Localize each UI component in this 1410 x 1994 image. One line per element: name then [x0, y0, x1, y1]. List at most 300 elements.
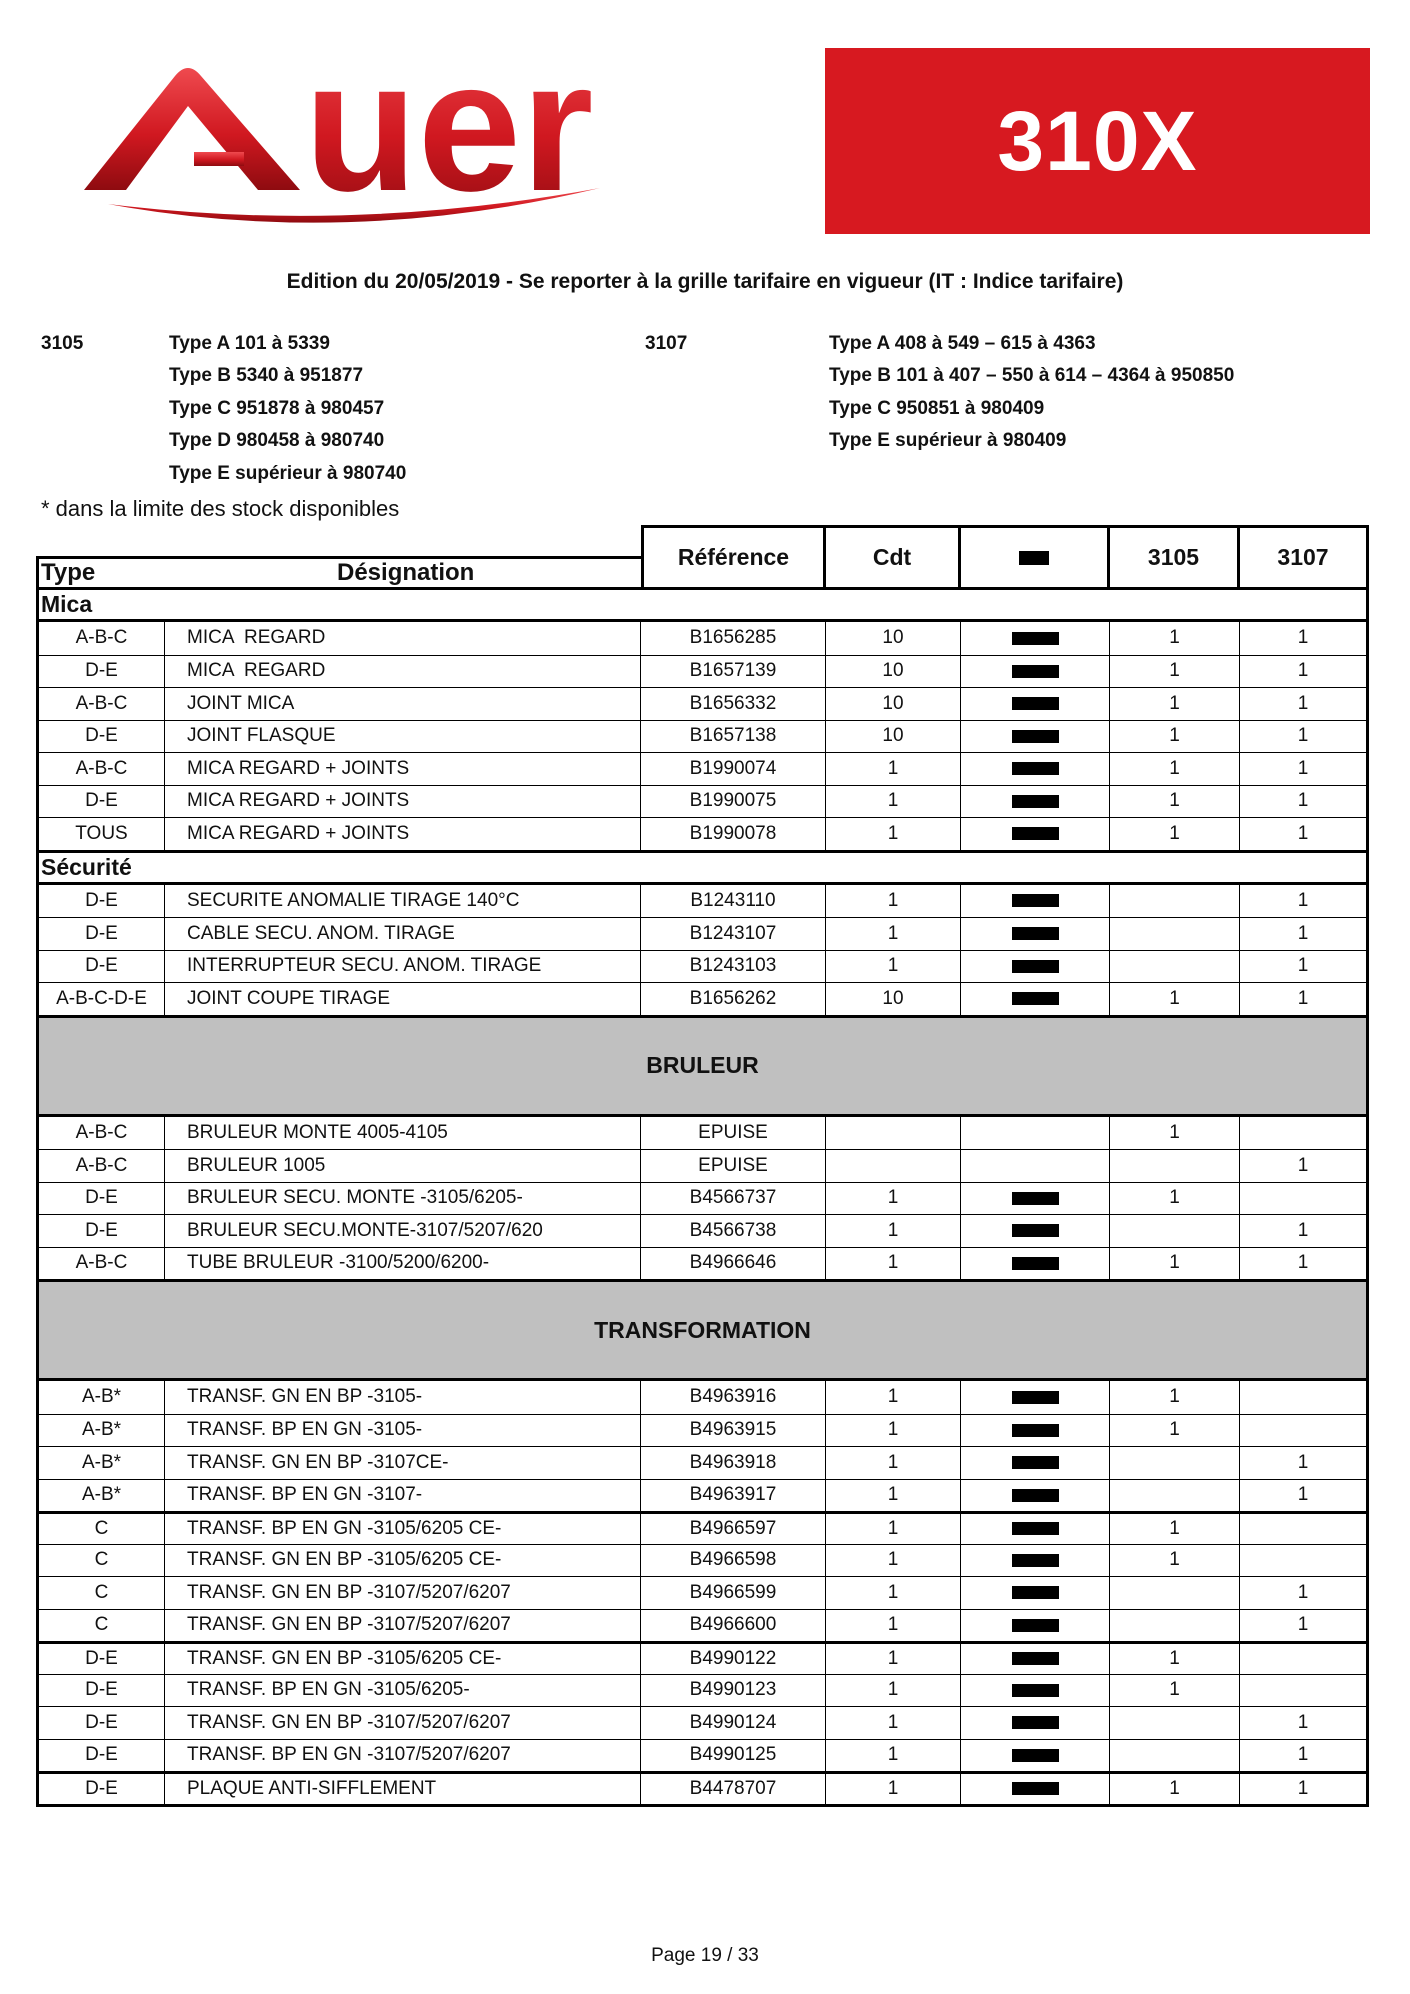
cell-qty-3107 [1240, 1514, 1366, 1544]
model-badge [825, 48, 1370, 234]
cell-cdt-text: 1 [887, 1451, 899, 1473]
type-range-line: Type E supérieur à 980409 [829, 430, 1067, 452]
cell-qty-3105 [1110, 1447, 1240, 1479]
cell-type [39, 1610, 165, 1642]
cell-qty-3105 [1110, 1117, 1240, 1150]
cell-price-mask [961, 1675, 1110, 1707]
cell-designation-text: JOINT MICA [187, 692, 295, 714]
cell-qty-3105 [1110, 818, 1240, 850]
cell-type-text: A-B* [81, 1419, 122, 1441]
cell-qty-3107-text: 1 [1297, 822, 1309, 844]
cell-type-text: A-B-C [75, 757, 128, 779]
cell-designation [165, 1248, 641, 1280]
cell-qty-3107-text: 1 [1297, 1711, 1309, 1733]
cell-reference-text: B1990074 [689, 757, 777, 779]
cell-reference-text: B4963918 [689, 1451, 777, 1473]
cell-qty-3107 [1240, 918, 1366, 950]
cell-designation-text: TRANSF. BP EN GN -3105/6205 CE- [187, 1517, 502, 1539]
cell-reference-text: B4478707 [689, 1777, 777, 1799]
cell-price-mask [961, 1740, 1110, 1772]
cell-type-text: D-E [85, 889, 118, 911]
price-mask-bar [1012, 927, 1059, 940]
cell-cdt-text: 1 [887, 1581, 899, 1603]
cell-qty-3105-text: 1 [1169, 1679, 1180, 1701]
cell-type-text: D-E [85, 725, 118, 747]
cell-designation [165, 1740, 641, 1772]
table-row [39, 917, 1366, 950]
cell-reference-text: B4963916 [689, 1386, 777, 1408]
cell-qty-3107 [1240, 688, 1366, 720]
cell-type-text: C [94, 1614, 109, 1636]
table-body [36, 590, 1369, 1807]
cell-qty-3105 [1110, 786, 1240, 818]
cell-designation [165, 983, 641, 1015]
table-header-left [36, 556, 641, 590]
cell-designation-text: TRANSF. GN EN BP -3107/5207/6207 [187, 1581, 511, 1603]
cell-reference [641, 918, 826, 950]
cell-qty-3105 [1110, 1480, 1240, 1512]
cell-price-mask [961, 1150, 1110, 1182]
cell-qty-3105-text: 1 [1169, 660, 1180, 682]
cell-designation-text: CABLE SECU. ANOM. TIRAGE [187, 922, 455, 944]
table-row [39, 1479, 1366, 1512]
cell-reference-text: B1656262 [689, 987, 777, 1009]
header-3107-label: 3107 [1277, 544, 1329, 570]
cell-qty-3107 [1240, 1183, 1366, 1215]
edition-line: Edition du 20/05/2019 - Se reporter à la grille tarifaire en vigueur (IT : Indice tarifaire) [286, 270, 1124, 293]
cell-reference [641, 1447, 826, 1479]
cell-designation [165, 1117, 641, 1150]
table-row [39, 1414, 1366, 1447]
cell-reference-text: B4963915 [689, 1419, 777, 1441]
cell-reference-text: B4966600 [689, 1614, 777, 1636]
cell-type-text: A-B* [81, 1386, 122, 1408]
cell-reference-text: B1990075 [689, 790, 777, 812]
model-3107-label: 3107 [645, 333, 688, 354]
cell-reference-text: B4966646 [689, 1252, 777, 1274]
logo-letters: uer [304, 56, 594, 230]
type-range-line: Type B 101 à 407 – 550 à 614 – 4364 à 950850 [829, 365, 1235, 387]
cell-qty-3107 [1240, 1480, 1366, 1512]
header-3107 [1240, 528, 1366, 587]
cell-qty-3105 [1110, 983, 1240, 1015]
cell-cdt [826, 818, 961, 850]
cell-cdt [826, 1183, 961, 1215]
cell-qty-3107 [1240, 721, 1366, 753]
header-type: Type [41, 559, 96, 586]
cell-designation-text: MICA REGARD + JOINTS [187, 822, 410, 844]
cell-reference [641, 656, 826, 688]
cell-type-text: A-B-C [75, 692, 128, 714]
price-mask-bar [1012, 1749, 1059, 1762]
cell-cdt-text: 1 [887, 1219, 899, 1241]
cell-qty-3107-text: 1 [1297, 692, 1309, 714]
table-row [39, 982, 1366, 1015]
cell-cdt [826, 1675, 961, 1707]
cell-type [39, 1447, 165, 1479]
table-row [39, 1544, 1366, 1577]
cell-reference [641, 1215, 826, 1247]
cell-type [39, 885, 165, 918]
cell-cdt [826, 1248, 961, 1280]
parts-table [36, 525, 1369, 1810]
cell-type-text: A-B* [81, 1484, 122, 1506]
cell-qty-3105-text: 1 [1169, 1647, 1180, 1669]
cell-designation-text: TUBE BRULEUR -3100/5200/6200- [187, 1252, 490, 1274]
table-row [39, 950, 1366, 983]
table-row [39, 1149, 1366, 1182]
logo-a-bar [194, 152, 244, 166]
cell-cdt [826, 1117, 961, 1150]
table-row [39, 752, 1366, 785]
cell-qty-3107 [1240, 1675, 1366, 1707]
cell-designation-text: MICA REGARD + JOINTS [187, 790, 410, 812]
cell-type [39, 1215, 165, 1247]
cell-type-text: C [94, 1517, 109, 1539]
cell-qty-3105-text: 1 [1169, 1549, 1180, 1571]
cell-type [39, 688, 165, 720]
cell-designation-text: PLAQUE ANTI-SIFFLEMENT [187, 1777, 437, 1799]
price-mask-bar [1012, 1424, 1059, 1437]
cell-designation-text: BRULEUR SECU.MONTE-3107/5207/620 [187, 1219, 543, 1241]
cell-qty-3105-text: 1 [1169, 1121, 1180, 1143]
cell-type [39, 622, 165, 655]
price-mask-bar [1012, 795, 1059, 808]
cell-type [39, 1707, 165, 1739]
cell-reference-text: B4990125 [689, 1744, 777, 1766]
cell-type [39, 1740, 165, 1772]
cell-designation-text: TRANSF. BP EN GN -3105- [187, 1419, 423, 1441]
cell-qty-3107 [1240, 1740, 1366, 1772]
cell-qty-3107-text: 1 [1297, 1219, 1309, 1241]
cell-qty-3105 [1110, 688, 1240, 720]
cell-designation-text: TRANSF. BP EN GN -3105/6205- [187, 1679, 470, 1701]
cell-reference [641, 688, 826, 720]
cell-reference-text: EPUISE [698, 1121, 768, 1143]
cell-reference [641, 753, 826, 785]
cell-cdt [826, 1545, 961, 1577]
cell-qty-3107-text: 1 [1297, 627, 1309, 649]
cell-qty-3105 [1110, 1707, 1240, 1739]
cell-cdt [826, 1381, 961, 1414]
cell-cdt-text: 10 [882, 627, 904, 649]
cell-reference-text: B1243110 [690, 889, 776, 911]
cell-qty-3105 [1110, 622, 1240, 655]
cell-cdt-text: 1 [887, 1614, 899, 1636]
cell-qty-3107-text: 1 [1297, 757, 1309, 779]
cell-price-mask [961, 688, 1110, 720]
cell-cdt [826, 786, 961, 818]
cell-type [39, 951, 165, 983]
cell-type-text: D-E [85, 1647, 118, 1669]
cell-reference [641, 1707, 826, 1739]
cell-type [39, 1381, 165, 1414]
header-cdt [826, 528, 961, 587]
cell-designation [165, 885, 641, 918]
cell-designation [165, 1675, 641, 1707]
cell-type-text: A-B-C-D-E [56, 987, 147, 1009]
cell-qty-3105 [1110, 753, 1240, 785]
cell-price-mask [961, 721, 1110, 753]
cell-qty-3105-text: 1 [1169, 725, 1180, 747]
cell-reference [641, 1150, 826, 1182]
cell-cdt-text: 1 [887, 1517, 899, 1539]
cell-qty-3107-text: 1 [1297, 1154, 1309, 1176]
cell-qty-3107 [1240, 753, 1366, 785]
cell-qty-3105-text: 1 [1169, 987, 1180, 1009]
cell-cdt-text: 1 [887, 1187, 899, 1209]
cell-reference-text: B4990124 [689, 1711, 777, 1733]
cell-cdt [826, 1150, 961, 1182]
cell-qty-3107-text: 1 [1297, 889, 1309, 911]
cell-qty-3105-text: 1 [1169, 627, 1180, 649]
cell-type-text: A-B-C [75, 1252, 128, 1274]
cell-qty-3107-text: 1 [1297, 790, 1309, 812]
cell-designation [165, 753, 641, 785]
price-mask-bar [1012, 1224, 1059, 1237]
cell-qty-3107-text: 1 [1297, 987, 1309, 1009]
cell-price-mask [961, 1514, 1110, 1544]
cell-cdt [826, 1740, 961, 1772]
cell-qty-3107-text: 1 [1297, 1581, 1309, 1603]
type-range-line: Type D 980458 à 980740 [169, 430, 385, 452]
header-3105-label: 3105 [1147, 544, 1200, 570]
cell-cdt [826, 951, 961, 983]
table-row [39, 1214, 1366, 1247]
cell-designation-text: SECURITE ANOMALIE TIRAGE 140°C [187, 889, 520, 911]
cell-type [39, 1183, 165, 1215]
cell-qty-3105 [1110, 1610, 1240, 1642]
cell-type [39, 1545, 165, 1577]
cell-designation [165, 1577, 641, 1609]
cell-type [39, 1644, 165, 1674]
cell-qty-3107 [1240, 951, 1366, 983]
cell-designation-text: MICA REGARD [187, 660, 326, 682]
cell-reference-text: B4990123 [689, 1679, 777, 1701]
table-row [39, 1182, 1366, 1215]
cell-reference [641, 1774, 826, 1804]
cell-price-mask [961, 1707, 1110, 1739]
cell-designation-text: TRANSF. GN EN BP -3107/5207/6207 [187, 1711, 511, 1733]
table-row [39, 1381, 1366, 1414]
cell-cdt-text: 1 [887, 822, 899, 844]
cell-reference-text: B4990122 [689, 1647, 777, 1669]
cell-designation [165, 818, 641, 850]
price-mask-bar [1012, 762, 1059, 775]
cell-reference-text: B1656332 [689, 692, 777, 714]
cell-qty-3107 [1240, 1150, 1366, 1182]
cell-reference [641, 1381, 826, 1414]
cell-designation [165, 688, 641, 720]
table-row [39, 655, 1366, 688]
cell-type [39, 1117, 165, 1150]
cell-qty-3105-text: 1 [1169, 757, 1180, 779]
cell-price-mask [961, 951, 1110, 983]
cell-qty-3105 [1110, 1381, 1240, 1414]
cell-qty-3107 [1240, 622, 1366, 655]
cell-qty-3105-text: 1 [1169, 1517, 1180, 1539]
cell-type [39, 1774, 165, 1804]
cell-type-text: TOUS [75, 822, 128, 844]
cell-cdt-text: 1 [887, 1419, 899, 1441]
cell-qty-3107-text: 1 [1297, 1744, 1309, 1766]
price-mask-bar [1012, 1257, 1059, 1270]
cell-type-text: D-E [85, 1744, 118, 1766]
table-row [39, 1576, 1366, 1609]
cell-designation [165, 1480, 641, 1512]
cell-price-mask [961, 918, 1110, 950]
cell-designation-text: TRANSF. GN EN BP -3105/6205 CE- [187, 1549, 502, 1571]
table-row [39, 687, 1366, 720]
cell-qty-3105 [1110, 1675, 1240, 1707]
cell-type-text: D-E [85, 955, 118, 977]
table-row [39, 885, 1366, 918]
cell-qty-3107 [1240, 885, 1366, 918]
cell-designation-text: INTERRUPTEUR SECU. ANOM. TIRAGE [187, 955, 542, 977]
cell-price-mask [961, 1644, 1110, 1674]
page-number: Page 19 / 33 [651, 1945, 759, 1966]
type-range-line: Type E supérieur à 980740 [169, 462, 407, 484]
cell-type-text: D-E [85, 660, 118, 682]
cell-cdt-text: 1 [887, 1711, 899, 1733]
cell-designation [165, 1381, 641, 1414]
cell-cdt-text: 1 [887, 1484, 899, 1506]
type-range-line: Type C 950851 à 980409 [829, 397, 1045, 419]
cell-reference [641, 786, 826, 818]
cell-type [39, 818, 165, 850]
header-reference-label: Référence [677, 544, 790, 570]
cell-type-text: D-E [85, 1187, 118, 1209]
cell-qty-3105 [1110, 656, 1240, 688]
table-row [39, 1674, 1366, 1707]
cell-designation [165, 1415, 641, 1447]
cell-qty-3107-text: 1 [1297, 725, 1309, 747]
section-title: BRULEUR [646, 1052, 759, 1078]
cell-reference [641, 622, 826, 655]
cell-designation [165, 622, 641, 655]
cell-reference-text: B4966598 [689, 1549, 777, 1571]
cell-cdt [826, 656, 961, 688]
cell-cdt-text: 1 [887, 757, 899, 779]
cell-reference [641, 983, 826, 1015]
cell-qty-3105 [1110, 1740, 1240, 1772]
price-mask-bar [1012, 632, 1059, 645]
cell-type [39, 1514, 165, 1544]
cell-qty-3107 [1240, 1707, 1366, 1739]
cell-qty-3105-text: 1 [1169, 692, 1180, 714]
cell-type-text: C [94, 1581, 109, 1603]
cell-cdt [826, 1447, 961, 1479]
cell-qty-3105 [1110, 1183, 1240, 1215]
cell-cdt [826, 1610, 961, 1642]
cell-qty-3105 [1110, 1577, 1240, 1609]
cell-type-text: D-E [85, 1711, 118, 1733]
cell-cdt-text: 1 [887, 790, 899, 812]
price-mask-bar [1012, 665, 1059, 678]
cell-cdt-text: 10 [882, 725, 904, 747]
cell-reference-text: B4566737 [689, 1187, 777, 1209]
cell-price-mask [961, 1415, 1110, 1447]
cell-reference-text: EPUISE [698, 1154, 768, 1176]
cell-reference [641, 1740, 826, 1772]
cell-cdt [826, 1415, 961, 1447]
section-label [39, 590, 1366, 622]
section-title: Sécurité [41, 853, 132, 880]
cell-price-mask [961, 1447, 1110, 1479]
cell-qty-3105 [1110, 1150, 1240, 1182]
price-mask-bar [1012, 827, 1059, 840]
cell-designation-text: BRULEUR 1005 [187, 1154, 326, 1176]
cell-qty-3105 [1110, 1248, 1240, 1280]
model-3105-type-ranges [169, 328, 406, 490]
cell-price-mask [961, 1774, 1110, 1804]
cell-cdt-text: 1 [887, 1679, 899, 1701]
price-mask-bar [1012, 730, 1059, 743]
cell-designation [165, 1215, 641, 1247]
cell-reference-text: B1657138 [689, 725, 777, 747]
price-mask-bar [1012, 1489, 1059, 1502]
table-row [39, 1511, 1366, 1544]
cell-qty-3107 [1240, 1644, 1366, 1674]
price-mask-bar [1012, 1684, 1059, 1697]
cell-cdt-text: 1 [887, 1647, 899, 1669]
cell-qty-3107 [1240, 818, 1366, 850]
price-mask-bar [1012, 960, 1059, 973]
type-range-line: Type B 5340 à 951877 [169, 365, 364, 387]
cell-type [39, 1248, 165, 1280]
cell-qty-3107-text: 1 [1297, 922, 1309, 944]
price-mask-bar [1012, 1456, 1059, 1469]
table-row [39, 1446, 1366, 1479]
cell-type-text: C [94, 1549, 109, 1571]
section-title: Mica [41, 591, 93, 617]
cell-qty-3105-text: 1 [1169, 1419, 1180, 1441]
cell-cdt-text: 10 [882, 987, 904, 1009]
cell-cdt [826, 1215, 961, 1247]
cell-designation [165, 721, 641, 753]
cell-designation-text: JOINT FLASQUE [187, 725, 336, 747]
header-cdt-label: Cdt [872, 544, 912, 570]
cell-type [39, 1480, 165, 1512]
cell-type [39, 721, 165, 753]
cell-designation-text: BRULEUR MONTE 4005-4105 [187, 1121, 448, 1143]
cell-reference [641, 1248, 826, 1280]
cell-cdt-text: 10 [882, 660, 904, 682]
cell-cdt [826, 721, 961, 753]
cell-cdt [826, 1514, 961, 1544]
cell-cdt [826, 885, 961, 918]
cell-reference [641, 1183, 826, 1215]
price-mask-bar [1012, 1652, 1059, 1665]
cell-cdt [826, 1707, 961, 1739]
cell-price-mask [961, 818, 1110, 850]
cell-qty-3105-text: 1 [1169, 1187, 1180, 1209]
cell-qty-3105-text: 1 [1169, 822, 1180, 844]
cell-price-mask [961, 1545, 1110, 1577]
cell-type-text: D-E [85, 922, 118, 944]
price-mask-bar [1019, 551, 1049, 565]
cell-type [39, 1415, 165, 1447]
header-3105 [1110, 528, 1240, 587]
cell-reference [641, 1514, 826, 1544]
cell-qty-3107 [1240, 1577, 1366, 1609]
cell-cdt [826, 622, 961, 655]
cell-cdt [826, 1644, 961, 1674]
cell-cdt [826, 1480, 961, 1512]
cell-type [39, 983, 165, 1015]
cell-qty-3105 [1110, 721, 1240, 753]
price-mask-bar [1012, 1586, 1059, 1599]
